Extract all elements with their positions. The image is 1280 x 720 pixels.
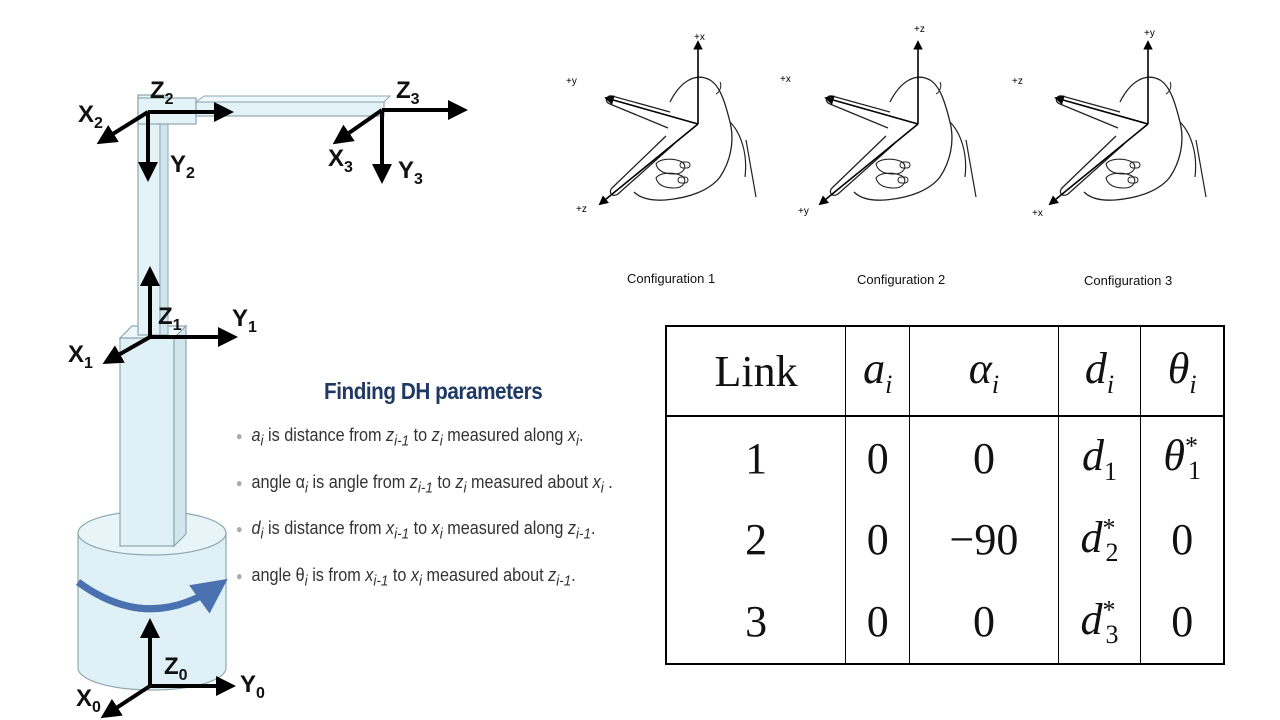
axis-label-y0: $Y_0$	[240, 671, 265, 702]
cell-theta: 0	[1141, 581, 1224, 664]
table-row	[666, 581, 1224, 664]
axis-label-z1: $Z_1$	[158, 303, 182, 334]
cell-theta: 0	[1141, 499, 1224, 581]
hand3-label-z: +z	[1012, 76, 1023, 87]
dh-bullet-list	[236, 415, 656, 601]
header-d: $d_i$	[1058, 326, 1141, 416]
dh-parameter-table	[665, 325, 1225, 665]
hand2-label-y: +y	[798, 206, 809, 217]
cell-a: 0	[846, 581, 910, 664]
cell-alpha: 0	[910, 581, 1058, 664]
cell-alpha: −90	[910, 499, 1058, 581]
axis-label-z3: $Z_3$	[396, 77, 420, 108]
header-alpha: $\alpha_i$	[910, 326, 1058, 416]
caption-configuration-2: Configuration 2	[857, 272, 946, 287]
axis-label-x3: $X_3$	[328, 145, 353, 176]
header-link: Link	[666, 326, 846, 416]
hand2-label-x: +x	[780, 74, 791, 85]
hand1-label-y: +y	[566, 76, 577, 87]
cell-d: $d_1$	[1058, 416, 1141, 499]
dh-bullet-alpha: ● angle $\alpha_i$ is angle from $z_{i-1}$ to $z_i$ measured about $x_i$ .	[236, 471, 613, 497]
axis-label-x1: $X_1$	[68, 341, 93, 372]
hand3-label-x: +x	[1032, 208, 1043, 219]
cell-theta: $\theta^*_1$	[1141, 416, 1224, 499]
axis-label-y3: $Y_3$	[398, 157, 423, 188]
axis-label-y1: $Y_1$	[232, 305, 257, 336]
hand-config-1	[566, 32, 756, 215]
caption-configuration-1: Configuration 1	[627, 271, 716, 286]
header-a: $a_i$	[846, 326, 910, 416]
axis-label-y2: $Y_2$	[170, 151, 195, 182]
table-row	[666, 416, 1224, 499]
hand1-label-x: +x	[694, 32, 705, 43]
cell-a: 0	[846, 499, 910, 581]
cell-d: $d^*_2$	[1058, 499, 1141, 581]
cell-alpha: 0	[910, 416, 1058, 499]
cell-link: 2	[666, 499, 846, 581]
hand-config-3	[1012, 28, 1206, 219]
cell-link: 1	[666, 416, 846, 499]
table-header-row	[666, 326, 1224, 416]
header-theta: $\theta_i$	[1141, 326, 1224, 416]
hand1-label-z: +z	[576, 204, 587, 215]
dh-title: Finding DH parameters	[324, 378, 543, 404]
axis-label-z2: $Z_2$	[150, 77, 174, 108]
cell-link: 3	[666, 581, 846, 664]
dh-bullet-theta: ● angle $\theta_i$ is from $x_{i-1}$ to $x_i$ measured about $z_{i-1}$.	[236, 564, 576, 590]
axis-label-z0: $Z_0$	[164, 653, 188, 684]
axis-label-x0: $X_0$	[76, 685, 101, 716]
dh-bullet-a: ● $a_i$ is distance from $z_{i-1}$ to $z_i$ measured along $x_i$.	[236, 425, 584, 450]
dh-parameters-panel	[236, 378, 656, 601]
cell-d: $d^*_3$	[1058, 581, 1141, 664]
table-row	[666, 499, 1224, 581]
cell-a: 0	[846, 416, 910, 499]
caption-configuration-3: Configuration 3	[1084, 273, 1173, 288]
hand-config-2	[780, 24, 976, 217]
hand3-label-y: +y	[1144, 28, 1155, 39]
dh-bullet-d: ● $d_i$ is distance from $x_{i-1}$ to $x_i$ measured along $z_{i-1}$.	[236, 518, 596, 543]
link1-column	[120, 326, 186, 546]
right-hand-rule-figures	[0, 0, 1280, 300]
hand2-label-z: +z	[914, 24, 925, 35]
axis-label-x2: $X_2$	[78, 101, 103, 132]
